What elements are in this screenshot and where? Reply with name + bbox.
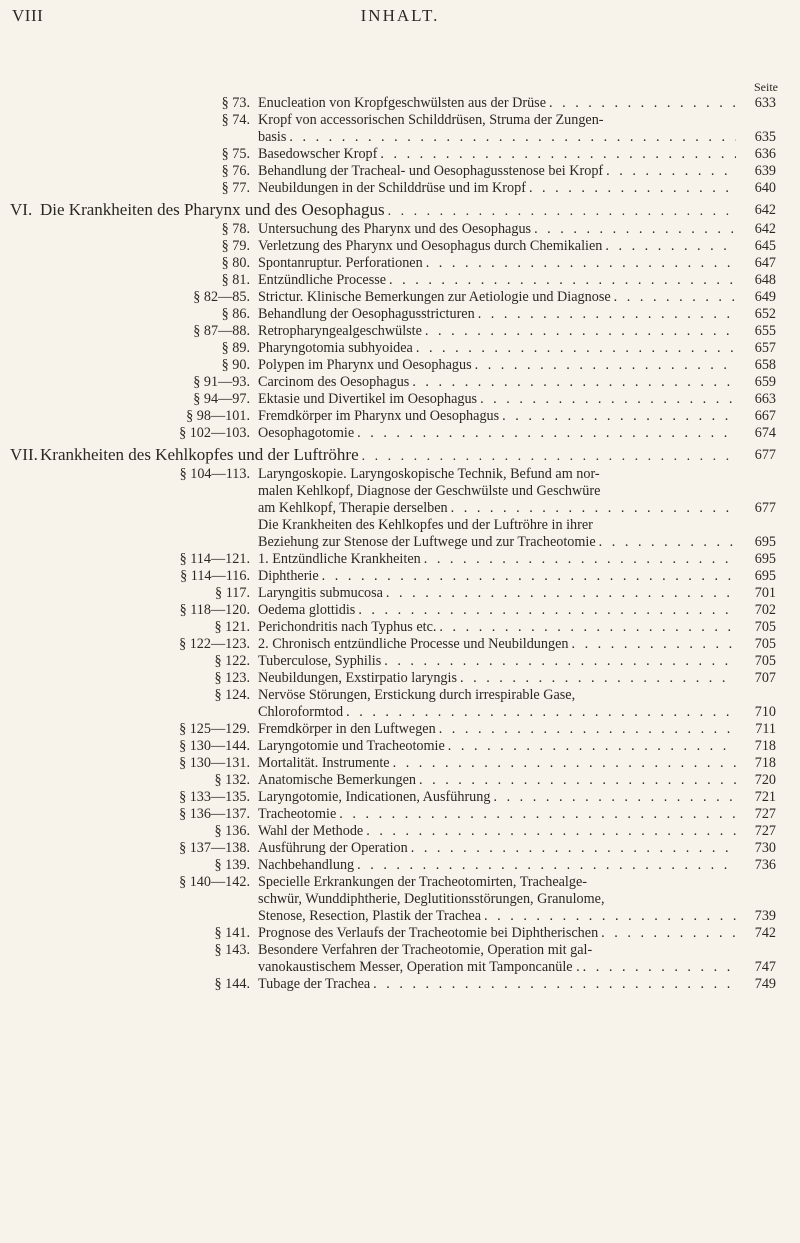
entry-page: 649 <box>754 289 776 305</box>
section-number: § 91—93. <box>193 374 250 390</box>
entry-title-line: basis <box>258 129 287 145</box>
section-number: § 114—116. <box>180 568 250 584</box>
section-number: § 122. <box>214 653 250 669</box>
section-number: § 87—88. <box>193 323 250 339</box>
entry-title-line: Perichondritis nach Typhus etc. <box>258 619 437 635</box>
entry-title-line: Chloroformtod <box>258 704 344 720</box>
toc-entry <box>0 255 800 272</box>
section-number: § 79. <box>221 238 250 254</box>
entry-page: 727 <box>754 823 776 839</box>
section-number: § 123. <box>214 670 250 686</box>
section-number: § 122—123. <box>179 636 250 652</box>
entry-page: 701 <box>754 585 776 601</box>
dot-leader <box>601 925 736 942</box>
toc-entry <box>0 568 800 585</box>
toc-entry <box>0 755 800 772</box>
toc-entry <box>0 408 800 425</box>
dot-leader <box>358 602 736 619</box>
chapter-title: Krankheiten des Kehlkopfes und der Luftröhre <box>40 445 359 464</box>
entry-page: 636 <box>754 146 776 162</box>
toc-entry <box>0 806 800 823</box>
dot-leader <box>460 670 736 687</box>
entry-title-line: Oesophagotomie <box>258 425 355 441</box>
dot-leader <box>411 840 736 857</box>
dot-leader <box>289 129 736 146</box>
entry-page: 710 <box>754 704 776 720</box>
entry-title-line: Nachbehandlung <box>258 857 355 873</box>
entry-page: 677 <box>754 500 776 516</box>
toc-entry <box>0 670 800 687</box>
entry-page: 739 <box>754 908 776 924</box>
toc-entry <box>0 272 800 289</box>
dot-leader <box>480 391 736 408</box>
entry-page: 711 <box>755 721 776 737</box>
entry-title-line: Laryngotomie und Tracheotomie <box>258 738 445 754</box>
dot-leader <box>493 789 736 806</box>
dot-leader <box>384 653 736 670</box>
table-of-contents <box>0 95 800 993</box>
entry-page: 645 <box>754 238 776 254</box>
entry-title-line: Kropf von accessorischen Schilddrüsen, Struma der Zungen- <box>258 112 604 128</box>
toc-entry <box>0 180 800 197</box>
section-number: § 89. <box>221 340 250 356</box>
entry-title-line: Mortalität. Instrumente <box>258 755 390 771</box>
entry-title-line: Prognose des Verlaufs der Tracheotomie bei Diphtherischen <box>258 925 599 941</box>
toc-entry <box>0 976 800 993</box>
toc-entry <box>0 112 800 146</box>
entry-title-line: Retropharyngealgeschwülste <box>258 323 422 339</box>
entry-page: 695 <box>754 551 776 567</box>
section-number: § 137—138. <box>179 840 250 856</box>
section-number: § 132. <box>214 772 250 788</box>
entry-page: 707 <box>754 670 776 686</box>
entry-title-line: Laryngoskopie. Laryngoskopische Technik, Befund am nor- <box>258 466 600 482</box>
dot-leader <box>583 959 736 976</box>
section-number: § 86. <box>221 306 250 322</box>
toc-entry <box>0 466 800 517</box>
dot-leader <box>439 619 736 636</box>
entry-page: 635 <box>754 129 776 145</box>
toc-entry <box>0 585 800 602</box>
entry-page: 702 <box>754 602 776 618</box>
dot-leader <box>451 500 736 517</box>
toc-entry <box>0 602 800 619</box>
toc-entry <box>0 738 800 755</box>
section-number: § 77. <box>221 180 250 196</box>
toc-entry <box>0 289 800 306</box>
entry-title-line: 2. Chronisch entzündliche Processe und Neubildungen <box>258 636 569 652</box>
entry-title-line: Laryngotomie, Indicationen, Ausführung <box>258 789 491 805</box>
entry-page: 652 <box>754 306 776 322</box>
entry-title-line: Basedowscher Kropf <box>258 146 378 162</box>
entry-title-line: vanokaustischem Messer, Operation mit Tamponcanüle . <box>258 959 580 975</box>
dot-leader <box>393 755 736 772</box>
section-number: § 104—113. <box>179 466 250 482</box>
dot-leader <box>373 976 736 993</box>
entry-title-line: schwür, Wunddiphtherie, Deglutitionsstörungen, Granulome, <box>258 891 605 907</box>
toc-entry <box>0 391 800 408</box>
chapter-number: VI. <box>10 200 33 219</box>
entry-page: 674 <box>754 425 776 441</box>
toc-entry <box>0 357 800 374</box>
entry-page: 657 <box>754 340 776 356</box>
toc-entry <box>0 789 800 806</box>
chapter-heading <box>0 444 800 466</box>
entry-title-line: 1. Entzündliche Krankheiten <box>258 551 421 567</box>
entry-page: 705 <box>754 619 776 635</box>
entry-title-line: Spontanruptur. Perforationen <box>258 255 423 271</box>
toc-entry <box>0 874 800 925</box>
entry-title-line: Stenose, Resection, Plastik der Trachea <box>258 908 482 924</box>
entry-title-line: Fremdkörper in den Luftwegen <box>258 721 436 737</box>
dot-leader <box>412 374 736 391</box>
toc-entry <box>0 721 800 738</box>
section-number: § 133—135. <box>179 789 250 805</box>
dot-leader <box>386 585 736 602</box>
chapter-number: VII. <box>10 445 38 464</box>
entry-title-line: Diphtherie <box>258 568 319 584</box>
dot-leader <box>475 357 736 374</box>
dot-leader <box>366 823 736 840</box>
section-number: § 82—85. <box>193 289 250 305</box>
chapter-title: Die Krankheiten des Pharynx und des Oesophagus <box>40 200 385 219</box>
page-number: VIII <box>12 6 44 25</box>
toc-entry <box>0 340 800 357</box>
dot-leader <box>529 180 736 197</box>
entry-page: 655 <box>754 323 776 339</box>
section-number: § 78. <box>221 221 250 237</box>
entry-title-line: Enucleation von Kropfgeschwülsten aus der Drüse <box>258 95 547 111</box>
entry-page: 749 <box>754 976 776 992</box>
section-number: § 76. <box>221 163 250 179</box>
chapter-page: 642 <box>754 202 776 218</box>
toc-entry <box>0 323 800 340</box>
entry-title-line: Ausführung der Operation <box>258 840 408 856</box>
dot-leader <box>416 340 736 357</box>
dot-leader <box>502 408 736 425</box>
toc-entry <box>0 517 800 551</box>
entry-title-line: Die Krankheiten des Kehlkopfes und der Luftröhre in ihrer <box>258 517 593 533</box>
entry-page: 667 <box>754 408 776 424</box>
section-number: § 75. <box>221 146 250 162</box>
dot-leader <box>426 255 736 272</box>
entry-title-line: Behandlung der Oesophagusstricturen <box>258 306 475 322</box>
entry-title-line: Carcinom des Oesophagus <box>258 374 410 390</box>
entry-title-line: Besondere Verfahren der Tracheotomie, Operation mit gal- <box>258 942 593 958</box>
dot-leader <box>346 704 736 721</box>
page-column-label: Seite <box>754 80 778 94</box>
entry-title-line: Specielle Erkrankungen der Tracheotomirten, Trachealge- <box>258 874 587 890</box>
entry-title-line: Tracheotomie <box>258 806 337 822</box>
entry-page: 718 <box>754 738 776 754</box>
dot-leader <box>484 908 736 925</box>
toc-entry <box>0 636 800 653</box>
entry-title-line: Tubage der Trachea <box>258 976 371 992</box>
entry-page: 727 <box>754 806 776 822</box>
entry-page: 695 <box>754 534 776 550</box>
toc-entry <box>0 925 800 942</box>
section-number: § 139. <box>214 857 250 873</box>
toc-entry <box>0 772 800 789</box>
dot-leader <box>549 95 736 112</box>
section-number: § 94—97. <box>193 391 250 407</box>
dot-leader <box>339 806 736 823</box>
toc-entry <box>0 653 800 670</box>
entry-title-line: malen Kehlkopf, Diagnose der Geschwülste und Geschwüre <box>258 483 601 499</box>
entry-page: 642 <box>754 221 776 237</box>
dot-leader <box>322 568 736 585</box>
dot-leader <box>357 425 736 442</box>
dot-leader <box>478 306 736 323</box>
running-header <box>0 0 800 44</box>
entry-title-line: Nervöse Störungen, Erstickung durch irrespirable Gase, <box>258 687 576 703</box>
section-number: § 140—142. <box>179 874 250 890</box>
entry-title-line: Pharyngotomia subhyoidea <box>258 340 413 356</box>
entry-title-line: Behandlung der Tracheal- und Oesophagusstenose bei Kropf <box>258 163 604 179</box>
toc-entry <box>0 840 800 857</box>
dot-leader <box>424 551 736 568</box>
toc-entry <box>0 306 800 323</box>
dot-leader <box>357 857 736 874</box>
entry-title-line: Anatomische Bemerkungen <box>258 772 416 788</box>
entry-page: 640 <box>754 180 776 196</box>
entry-page: 647 <box>754 255 776 271</box>
toc-entry <box>0 823 800 840</box>
toc-entry <box>0 163 800 180</box>
toc-entry <box>0 942 800 976</box>
entry-title-line: Strictur. Klinische Bemerkungen zur Aetiologie und Diagnose <box>258 289 611 305</box>
toc-entry <box>0 95 800 112</box>
section-number: § 80. <box>221 255 250 271</box>
section-number: § 136—137. <box>179 806 250 822</box>
entry-page: 721 <box>754 789 776 805</box>
section-number: § 98—101. <box>186 408 250 424</box>
dot-leader <box>534 221 736 238</box>
running-title: INHALT. <box>360 6 440 25</box>
entry-title-line: Fremdkörper im Pharynx und Oesophagus <box>258 408 500 424</box>
dot-leader <box>439 721 736 738</box>
section-number: § 102—103. <box>179 425 250 441</box>
entry-page: 663 <box>754 391 776 407</box>
toc-entry <box>0 619 800 636</box>
toc-entry <box>0 238 800 255</box>
dot-leader <box>599 534 736 551</box>
entry-page: 705 <box>754 653 776 669</box>
section-number: § 125—129. <box>179 721 250 737</box>
entry-title-line: Oedema glottidis <box>258 602 356 618</box>
entry-title-line: Untersuchung des Pharynx und des Oesophagus <box>258 221 532 237</box>
toc-entry <box>0 221 800 238</box>
dot-leader <box>362 446 734 468</box>
section-number: § 130—131. <box>179 755 250 771</box>
section-number: § 130—144. <box>179 738 250 754</box>
toc-entry <box>0 551 800 568</box>
entry-title-line: Polypen im Pharynx und Oesophagus <box>258 357 472 373</box>
entry-page: 659 <box>754 374 776 390</box>
entry-page: 718 <box>754 755 776 771</box>
entry-title-line: Beziehung zur Stenose der Luftwege und zur Tracheotomie <box>258 534 596 550</box>
entry-title-line: Neubildungen, Exstirpatio laryngis <box>258 670 457 686</box>
section-number: § 124. <box>214 687 250 703</box>
section-number: § 121. <box>214 619 250 635</box>
dot-leader <box>388 201 734 223</box>
entry-title-line: Ektasie und Divertikel im Oesophagus <box>258 391 478 407</box>
dot-leader <box>380 146 736 163</box>
dot-leader <box>419 772 736 789</box>
entry-page: 705 <box>754 636 776 652</box>
dot-leader <box>606 163 736 180</box>
section-number: § 90. <box>221 357 250 373</box>
dot-leader <box>571 636 736 653</box>
toc-entry <box>0 374 800 391</box>
dot-leader <box>425 323 736 340</box>
entry-page: 658 <box>754 357 776 373</box>
entry-page: 633 <box>754 95 776 111</box>
toc-entry <box>0 146 800 163</box>
entry-title-line: Laryngitis submucosa <box>258 585 383 601</box>
section-number: § 118—120. <box>179 602 250 618</box>
toc-entry <box>0 687 800 721</box>
dot-leader <box>614 289 736 306</box>
dot-leader <box>389 272 736 289</box>
dot-leader <box>448 738 736 755</box>
entry-title-line: am Kehlkopf, Therapie derselben <box>258 500 448 516</box>
entry-page: 695 <box>754 568 776 584</box>
chapter-page: 677 <box>754 447 776 463</box>
section-number: § 117. <box>215 585 250 601</box>
section-number: § 141. <box>214 925 250 941</box>
dot-leader <box>605 238 736 255</box>
entry-page: 730 <box>754 840 776 856</box>
toc-entry <box>0 425 800 442</box>
entry-title-line: Entzündliche Processe <box>258 272 387 288</box>
entry-page: 720 <box>754 772 776 788</box>
section-number: § 74. <box>221 112 250 128</box>
section-number: § 81. <box>221 272 250 288</box>
section-number: § 144. <box>214 976 250 992</box>
entry-page: 639 <box>754 163 776 179</box>
toc-entry <box>0 857 800 874</box>
section-number: § 114—121. <box>179 551 250 567</box>
entry-title-line: Verletzung des Pharynx und Oesophagus durch Chemikalien <box>258 238 603 254</box>
entry-title-line: Wahl der Methode <box>258 823 364 839</box>
chapter-heading <box>0 199 800 221</box>
section-number: § 73. <box>221 95 250 111</box>
entry-page: 742 <box>754 925 776 941</box>
entry-page: 736 <box>754 857 776 873</box>
section-number: § 136. <box>214 823 250 839</box>
section-number: § 143. <box>214 942 250 958</box>
entry-title-line: Neubildungen in der Schilddrüse und im Kropf <box>258 180 526 196</box>
entry-page: 747 <box>754 959 776 975</box>
entry-page: 648 <box>754 272 776 288</box>
entry-title-line: Tuberculose, Syphilis <box>258 653 382 669</box>
